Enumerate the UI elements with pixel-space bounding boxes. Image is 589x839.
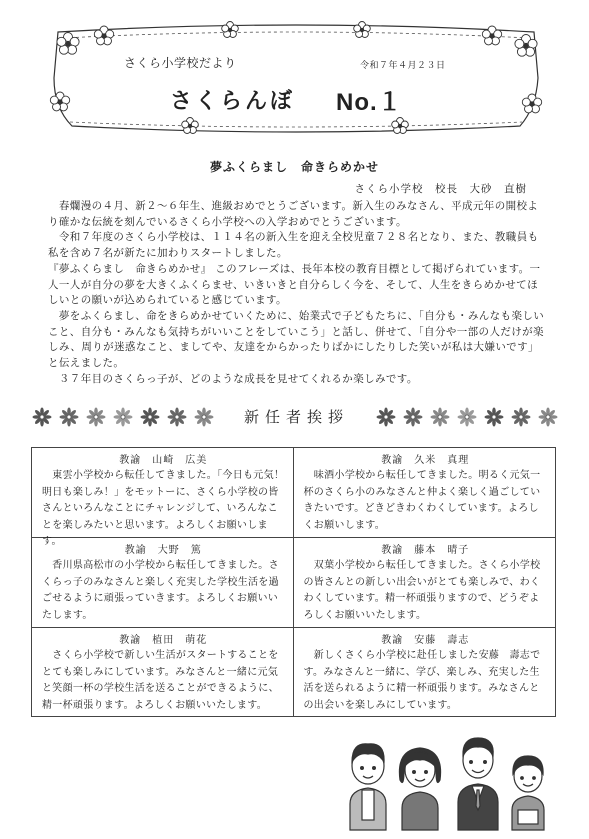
issue-number: No.１ xyxy=(336,89,403,116)
flower-icon xyxy=(403,407,423,427)
staff-name: 教諭 安藤 壽志 xyxy=(381,635,470,646)
staff-name: 教諭 植田 萌花 xyxy=(119,635,208,646)
flower-icon xyxy=(538,407,558,427)
staff-message: さくら小学校で新しい生活がスタートすることをとても楽しみにしています。みなさんと一緒に元気と笑顔一杯の学校生活を送ることができるように、精一杯頑張ります。よろしくお願いいたします。 xyxy=(42,650,279,711)
flower-icon xyxy=(457,407,477,427)
teacher-figure-3 xyxy=(458,738,498,830)
staff-card xyxy=(294,538,556,628)
staff-card xyxy=(294,628,556,716)
flower-icon xyxy=(511,407,531,427)
masthead xyxy=(40,22,552,134)
teacher-figure-2 xyxy=(399,748,440,830)
staff-card xyxy=(294,448,556,538)
flower-icon xyxy=(86,407,106,427)
teacher-figure-4 xyxy=(512,756,544,830)
flower-icon xyxy=(430,407,450,427)
school-newsletter-name: さくら小学校だより xyxy=(124,56,237,70)
staff-card xyxy=(32,628,294,716)
flower-icon xyxy=(484,407,504,427)
article-paragraph: 令和７年度のさくら小学校は、１１４名の新入生を迎え全校児童７２８名となり、また、教職員も私を含め７名が新たに加わりスタートしました。 xyxy=(48,231,539,260)
flower-icon xyxy=(140,407,160,427)
flower-row-left xyxy=(32,407,214,427)
teacher-figure-1 xyxy=(350,744,386,830)
article-paragraph: 夢をふくらまし、命をきらめかせていくために、始業式で子どもたちに、「自分も・みんなも楽しいこと、自分も・みんなも気持ちがいいことをしていこう」と話し、併せて、「自分や一部の人だけが楽しみ、周りが迷惑なこと、ましてや、友達をからかったりばかにしたりした笑いが私は大嫌いです」と伝えました。 xyxy=(48,309,545,370)
article-body xyxy=(48,199,548,387)
staff-message: 新しくさくら小学校に赴任しました安藤 壽志です。みなさんと一緒に、学び、楽しみ、充実した生活を送られるように精一杯頑張ります。みなさんとの出会いを楽しみにしています。 xyxy=(303,650,541,711)
article-paragraph: 『夢ふくらまし 命きらめかせ』 このフレーズは、長年本校の教育目標として掲げられています。一人一人が自分の夢を大きくふくらませ、いきいきと自分らしく今を、そして、人生をきらめかせてほしいとの願いが込められていると感じています。 xyxy=(48,262,541,307)
teachers-illustration xyxy=(340,722,555,830)
staff-name: 教諭 大野 篤 xyxy=(124,545,202,556)
staff-message: 味酒小学校から転任してきました。明るく元気一杯のさくら小のみなさんと仲よく楽しく過ごしていきたいです。どきどきわくわくしています。よろしくお願いします。 xyxy=(303,470,541,531)
new-staff-section-header xyxy=(32,403,556,431)
flower-icon xyxy=(59,407,79,427)
issue-date: 令和７年４月２３日 xyxy=(360,61,446,71)
new-staff-grid xyxy=(31,447,556,717)
flower-icon xyxy=(194,407,214,427)
flower-icon xyxy=(376,407,396,427)
article-paragraph: ３７年目のさくらっ子が、どのような成長を見せてくれるか楽しみです。 xyxy=(48,372,418,385)
staff-name: 教諭 久米 真理 xyxy=(381,455,470,466)
staff-message: 東雲小学校から転任してきました。「今日も元気！明日も楽しみ！」をモットーに、さくら小学校の皆さんといろんなことにチャレンジして、いろんなことを楽しみたいと思います。よろしくお願いします。 xyxy=(42,470,285,547)
article-author: さくら小学校 校長 大砂 直樹 xyxy=(354,183,527,195)
newsletter-title: さくらんぼ xyxy=(170,89,296,114)
flower-icon xyxy=(167,407,187,427)
staff-name: 教諭 山崎 広美 xyxy=(119,455,208,466)
staff-message: 香川県高松市の小学校から転任してきました。さくらっ子のみなさんと楽しく充実した学校生活を過ごせるように頑張っていきます。よろしくお願いいたします。 xyxy=(42,560,279,621)
article-paragraph: 春爛漫の４月、新２～６年生、進級おめでとうございます。新入生のみなさん、平成元年の開校より確かな伝統を刻んでいるさくら小学校への入学おめでとうございます。 xyxy=(48,200,539,228)
flower-icon xyxy=(32,407,52,427)
staff-card xyxy=(32,448,294,547)
staff-name: 教諭 藤本 晴子 xyxy=(381,545,470,556)
new-staff-title: 新任者挨拶 xyxy=(244,408,350,426)
article-heading: 夢ふくらまし 命きらめかせ xyxy=(209,160,379,174)
staff-card xyxy=(32,538,294,628)
staff-message: 双葉小学校から転任してきました。さくら小学校の皆さんとの新しい出会いがとても楽しみで、わくわくしています。精一杯頑張りますので、どうぞよろしくお願いいたします。 xyxy=(303,560,541,621)
flower-row-right xyxy=(376,407,558,427)
cherry-blossom-frame xyxy=(40,22,552,134)
flower-icon xyxy=(113,407,133,427)
